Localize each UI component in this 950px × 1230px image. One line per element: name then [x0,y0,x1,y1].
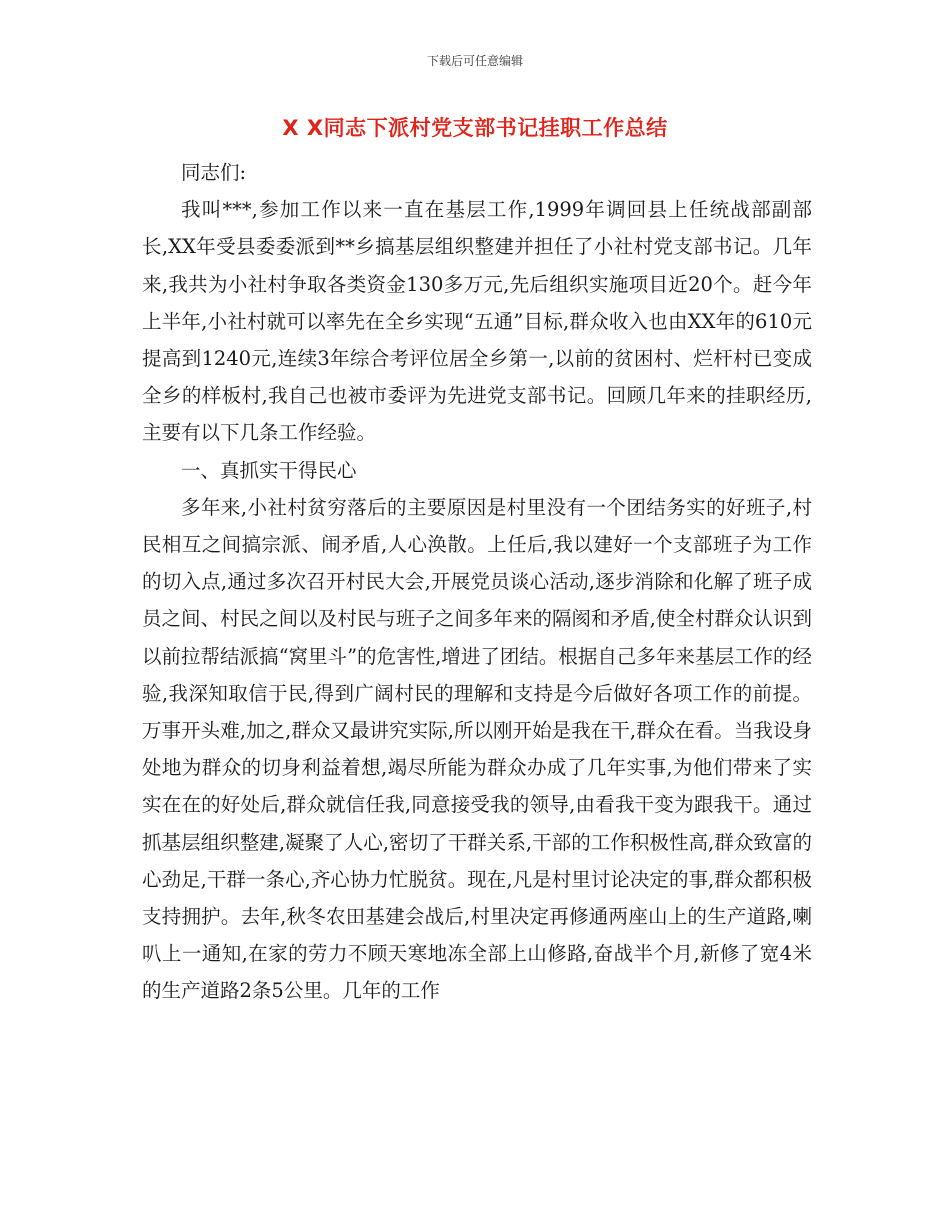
page-header-note: 下载后可任意编辑 [426,54,523,68]
section-body-paragraph: 多年来,小社村贫穷落后的主要原因是村里没有一个团结务实的好班子,村民相互之间搞宗派、闹矛盾,人心涣散。上任后,我以建好一个支部班子为工作的切入点,通过多次召开村民大会,开展党员谈心活动,逐步消除和化解了班子成员之间、村民之间以及村民与班子之间多年来的隔阂和矛盾,使全村群众认识到以前拉帮结派搞“窝里斗”的危害性,增进了团结。根据自己多年来基层工作的经验,我深知取信于民,得到广阔村民的理解和支持是今后做好各项工作的前提。万事开头难,加之,群众又最讲究实际,所以刚开始是我在干,群众在看。当我设身处地为群众的切身利益着想,竭尽所能为群众办成了几年实事,为他们带来了实实在在的好处后,群众就信任我,同意接受我的领导,由看我干变为跟我干。通过抓基层组织整建,凝聚了人心,密切了干群关系,干部的工作积极性高,群众致富的心劲足,干群一条心,齐心协力忙脱贫。现在,凡是村里讨论决定的事,群众都积极支持拥护。去年,秋冬农田基建会战后,村里决定再修通两座山上的生产道路,喇叭上一通知,在家的劳力不顾天寒地冻全部上山修路,奋战半个月,新修了宽4米的生产道路2条5公里。几年的工作 [142,495,812,1003]
intro-paragraph: 我叫***,参加工作以来一直在基层工作,1999年调回县上任统战部副部长,XX年受县委委派到**乡搞基层组织整建并担任了小社村党支部书记。几年来,我共为小社村争取各类资金130多万元,先后组织实施项目近20个。赶今年上半年,小社村就可以率先在全乡实现“五通”目标,群众收入也由XX年的610元提高到1240元,连续3年综合考评位居全乡第一,以前的贫困村、烂杆村已变成全乡的样板村,我自己也被市委评为先进党支部书记。回顾几年来的挂职经历,主要有以下几条工作经验。 [142,198,812,445]
document-body [142,154,812,1010]
document-title: X X同志下派村党支部书记挂职工作总结 [282,116,668,140]
section-heading-paragraph: 一、真抓实干得民心 [181,458,357,482]
salutation-paragraph: 同志们: [181,161,247,184]
